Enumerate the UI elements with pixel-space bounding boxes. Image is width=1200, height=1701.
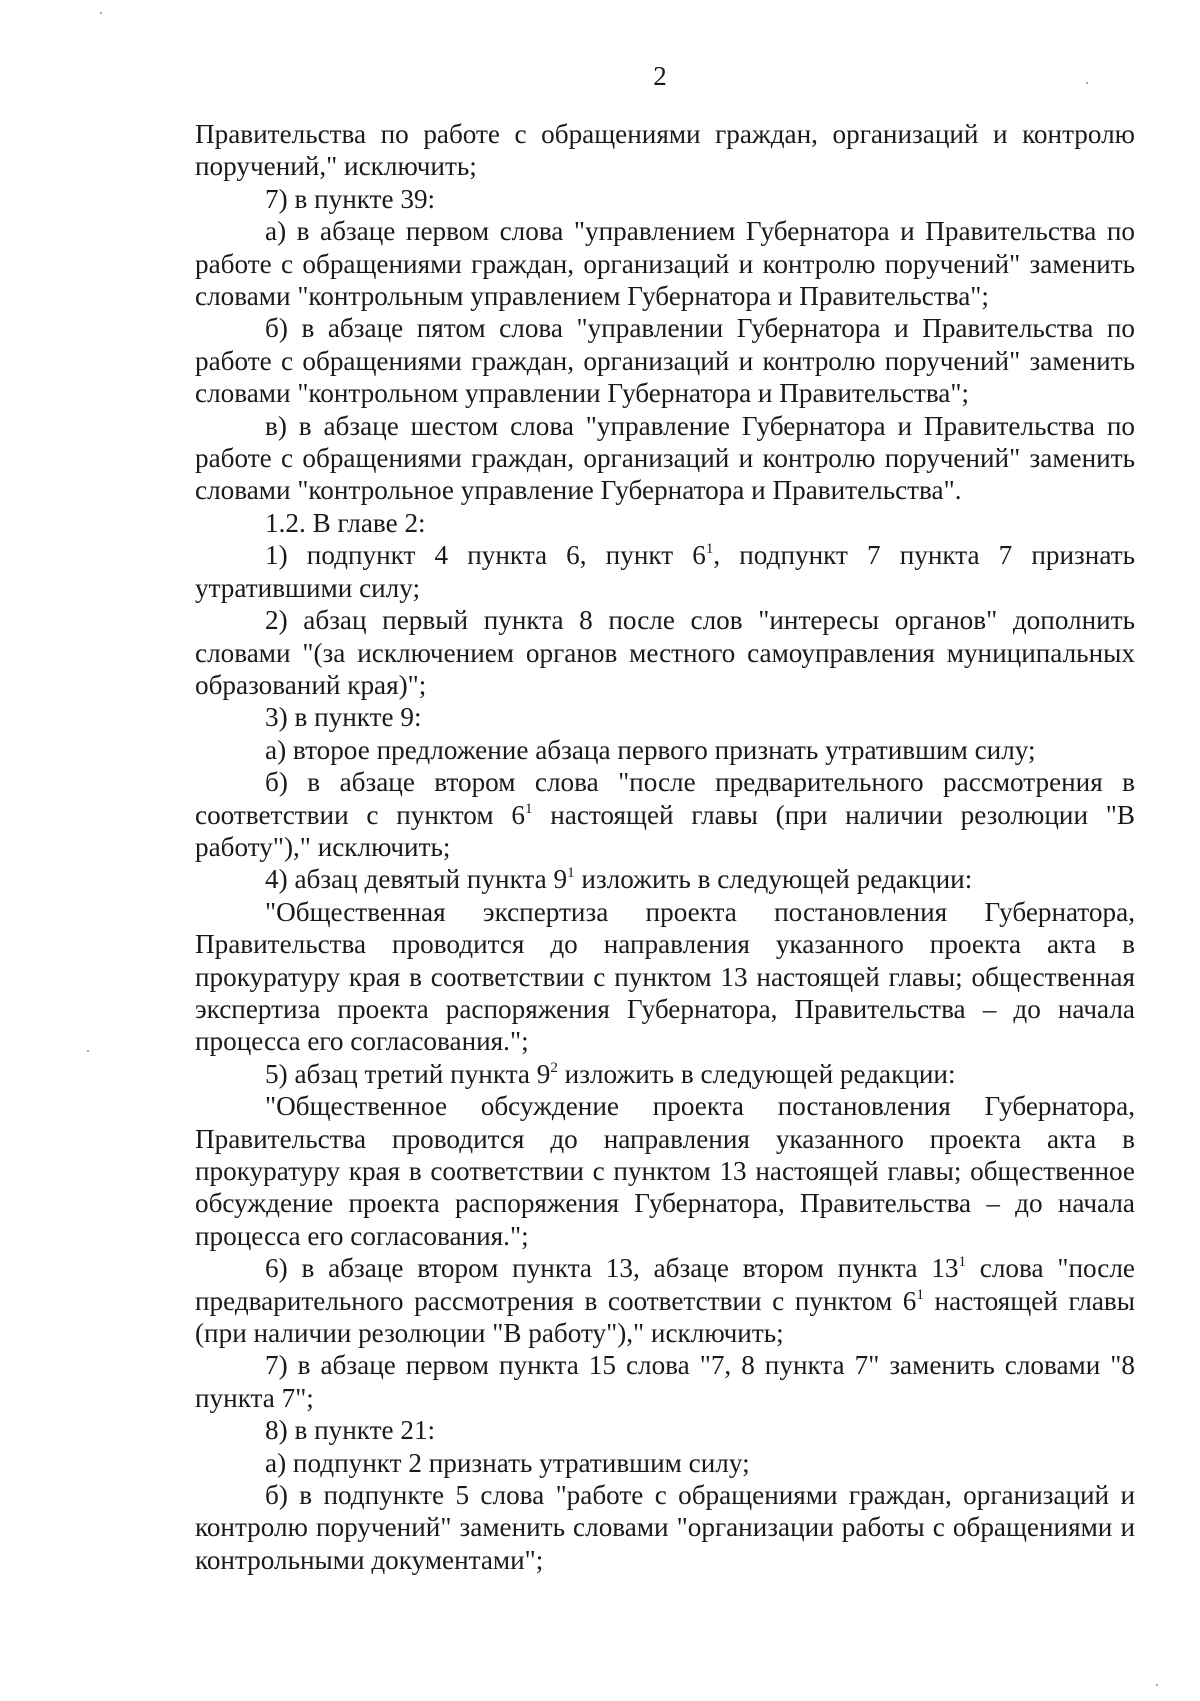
paragraph	[195, 1349, 1135, 1414]
paragraph-text: , подпункт 7 пункта 7 признать утратившими силу;	[195, 540, 1135, 603]
paragraph-text: изложить в следующей редакции:	[557, 1058, 956, 1089]
scan-speck	[87, 1050, 89, 1052]
superscript: 1	[958, 1254, 966, 1271]
superscript: 1	[524, 800, 533, 817]
paragraph-text: а) второе предложение абзаца первого признать утратившим силу;	[265, 734, 1036, 765]
paragraph	[195, 183, 1135, 215]
paragraph	[195, 507, 1135, 539]
superscript: 1	[567, 865, 575, 882]
paragraph-text: настоящей главы (при наличии резолюции "В работу")," исключить;	[195, 1285, 1135, 1349]
paragraph	[195, 896, 1135, 1058]
superscript: 2	[550, 1059, 558, 1076]
paragraph	[195, 1414, 1135, 1446]
paragraph-text: слова "после предварительного рассмотрения в соответствии с пунктом 6	[195, 1253, 1135, 1316]
paragraph	[195, 1447, 1135, 1479]
paragraph-text: "Общественная экспертиза проекта постановления Губернатора, Правительства проводится до направления указанного проекта акта в прокуратуру края в соответствии с пунктом 13 настоящей главы; общественная экспертиза проекта распоряжения Губернатора, Правительства – до начала процесса его согласования.";	[195, 896, 1135, 1057]
scan-speck	[100, 12, 102, 14]
paragraph	[195, 1058, 1135, 1090]
paragraph	[195, 215, 1135, 312]
paragraph-text: 3) в пункте 9:	[265, 702, 422, 733]
page-number: 2	[653, 61, 667, 91]
paragraph-text: 6) в абзаце втором пункта 13, абзаце втором пункта 13	[265, 1253, 959, 1284]
scan-speck	[1086, 82, 1088, 84]
superscript: 1	[916, 1286, 924, 1303]
paragraph-text: а) подпункт 2 признать утратившим силу;	[265, 1447, 750, 1478]
paragraph-text: в) в абзаце шестом слова "управление Губернатора и Правительства по работе с обращениями граждан, организаций и контролю поручений" заменить словами "контрольное управление Губернатора и Правительства".	[195, 410, 1135, 506]
paragraph-text: 5) абзац третий пункта 9	[265, 1058, 551, 1089]
paragraph	[195, 1252, 1135, 1349]
paragraph-text: 7) в абзаце первом пункта 15 слова "7, 8 пункта 7" заменить словами "8 пункта 7";	[195, 1350, 1135, 1413]
paragraph-text: настоящей главы (при наличии резолюции "В работу")," исключить;	[195, 799, 1135, 862]
paragraph-text: 1.2. В главе 2:	[265, 507, 426, 538]
paragraph-text: изложить в следующей редакции:	[574, 864, 973, 895]
paragraph-text: а) в абзаце первом слова "управлением Губернатора и Правительства по работе с обращениями граждан, организаций и контролю поручений" заменить словами "контрольным управлением Губернатора и Правительства";	[195, 216, 1135, 312]
paragraph	[195, 1090, 1135, 1252]
paragraph	[195, 766, 1135, 863]
paragraph	[195, 539, 1135, 604]
paragraph	[195, 701, 1135, 733]
paragraph	[195, 118, 1135, 183]
paragraph	[195, 863, 1135, 895]
scan-speck	[1156, 1684, 1158, 1686]
paragraph-text: 2) абзац первый пункта 8 после слов "интересы органов" дополнить словами "(за исключением органов местного самоуправления муниципальных образований края)";	[195, 605, 1135, 700]
paragraph	[195, 312, 1135, 409]
paragraph	[195, 734, 1135, 766]
paragraph-text: 4) абзац девятый пункта 9	[265, 864, 568, 895]
superscript: 1	[705, 541, 714, 558]
paragraph-text: 8) в пункте 21:	[265, 1415, 436, 1446]
paragraph	[195, 410, 1135, 507]
document-body	[195, 118, 1135, 1576]
paragraph-text: б) в абзаце втором слова "после предварительного рассмотрения в соответствии с пунктом 6	[195, 767, 1135, 830]
paragraph-text: "Общественное обсуждение проекта постановления Губернатора, Правительства проводится до направления указанного проекта акта в прокуратуру края в соответствии с пунктом 13 настоящей главы; общественное обсуждение проекта распоряжения Губернатора, Правительства – до начала процесса его согласования.";	[195, 1091, 1135, 1251]
paragraph-text: б) в абзаце пятом слова "управлении Губернатора и Правительства по работе с обращениями граждан, организаций и контролю поручений" заменить словами "контрольном управлении Губернатора и Правительства";	[195, 313, 1135, 409]
paragraph-text: 1) подпункт 4 пункта 6, пункт 6	[265, 540, 706, 571]
paragraph-text: 7) в пункте 39:	[265, 183, 436, 214]
paragraph	[195, 604, 1135, 701]
paragraph-text: б) в подпункте 5 слова "работе с обращениями граждан, организаций и контролю поручений" заменить словами "организации работы с обращениями и контрольными документами";	[195, 1480, 1135, 1575]
paragraph	[195, 1479, 1135, 1576]
paragraph-text: Правительства по работе с обращениями граждан, организаций и контролю поручений," исключить;	[195, 119, 1135, 182]
